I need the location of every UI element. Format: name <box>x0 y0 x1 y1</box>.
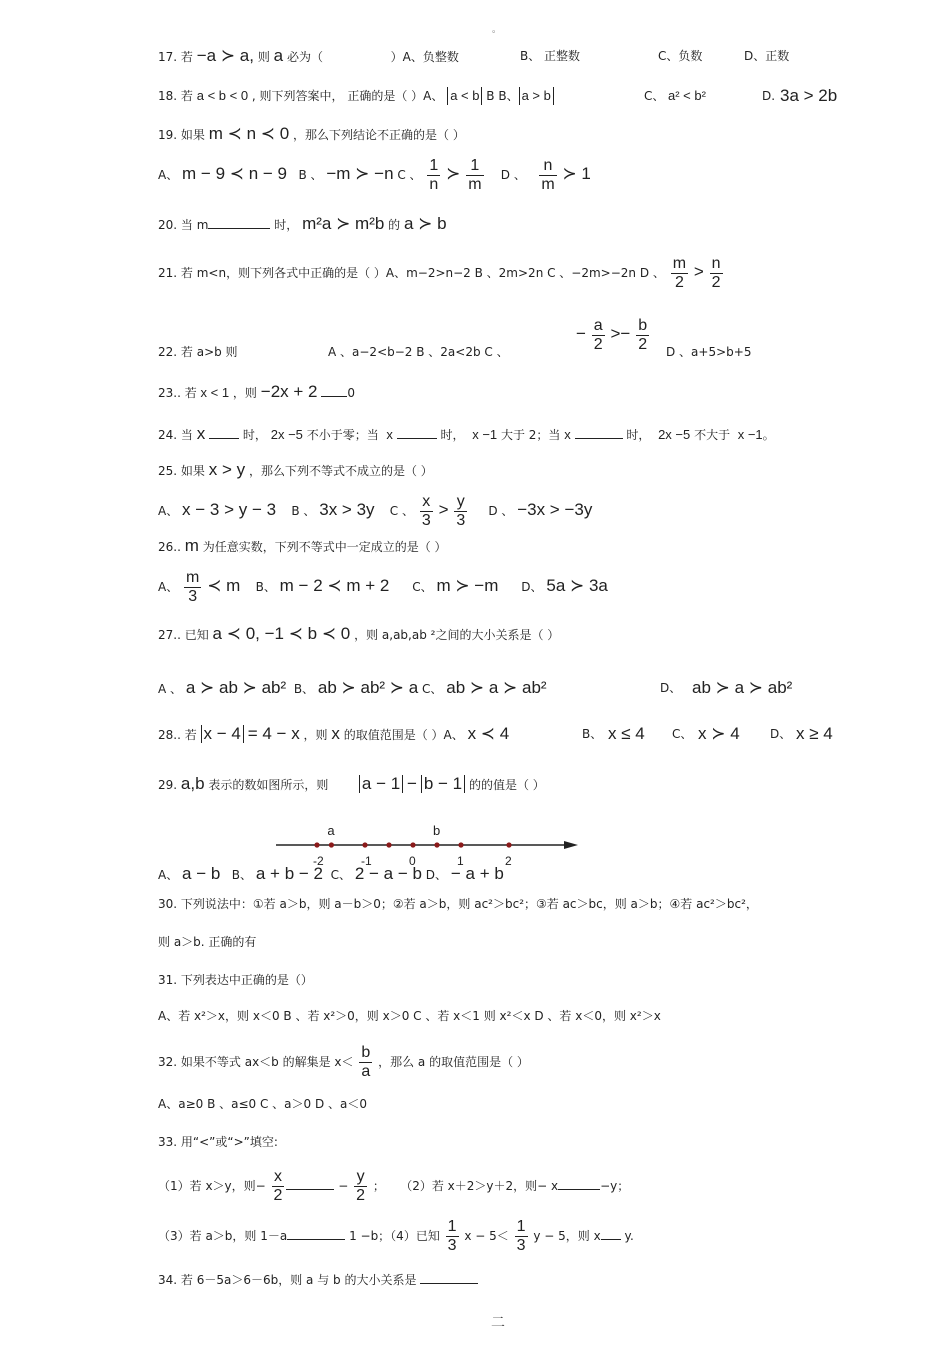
question-21: 21. 若 m<n，则下列各式中正确的是（ ）A、m−2>n−2 B 、2m>2n C 、−2m>−2n D 、 $\frac{m}{2}$ > $\frac{n}{2}$ <box>158 255 721 291</box>
fraction: $\frac{x}{2}$ <box>273 1168 283 1204</box>
question-25: 25. 如果 x > y ，那么下列不等式不成立的是（ ） <box>158 460 433 479</box>
question-28: 28.. 若 x − 4 = 4 − x ，则 x 的取值范围是（ ）A、 x ≺ 4 B、 x ≤ 4 C、 x ≻ 4 D、 x ≥ 4 <box>158 724 833 743</box>
answer-blank[interactable] <box>287 1227 345 1240</box>
answer-blank[interactable] <box>286 1177 334 1190</box>
number-line-tick-label: -1 <box>361 854 372 868</box>
fraction: $\frac{m}{3}$ <box>186 569 200 605</box>
question-32-options: A、a≥0 B 、a≤0 C 、a＞0 D 、a＜0 <box>158 1097 368 1111</box>
question-24: 24. 当 x 时， 2x −5 不小于零；当 x 时， x −1 大于 2；当 x 时， 2x −5 不大于 x −1。 <box>158 424 775 443</box>
number-line-point <box>386 842 391 847</box>
fraction: $\frac{a}{2}$ <box>593 317 603 353</box>
question-22-option-c: − $\frac{a}{2}$ >− $\frac{b}{2}$ <box>576 317 648 353</box>
question-23: 23.. 若 x < 1 ，则 −2x + 2 0 <box>158 382 355 401</box>
question-33-part-3-4: （3）若 a＞b，则 1－a 1 −b；（4）已知 $\frac{1}{3}$ x − 5＜ $\frac{1}{3}$ y − 5，则 x y. <box>158 1218 634 1254</box>
answer-blank[interactable] <box>209 426 239 439</box>
number-line-point <box>410 842 415 847</box>
number-line-point <box>434 842 439 847</box>
question-17: 17. 若 −a ≻ a, 则 a 必为（ ）A、负整数 B、 正整数 C、负数 D、正数 <box>158 46 790 65</box>
answer-blank[interactable] <box>397 426 437 439</box>
number-line-point <box>329 842 334 847</box>
question-19: 19. 如果 m ≺ n ≺ 0 ，那么下列结论不正确的是（ ） <box>158 124 465 143</box>
number-line-tick-label: 1 <box>457 854 464 868</box>
fraction: $\frac{n}{m}$ <box>541 157 555 193</box>
question-34: 34. 若 6－5a＞6－6b，则 a 与 b 的大小关系是 <box>158 1270 478 1290</box>
fraction: $\frac{1}{3}$ <box>516 1218 526 1254</box>
answer-blank[interactable] <box>321 384 347 397</box>
question-18: 18. 若 a < b < 0 , 则下列答案中， 正确的是（ ）A、 a < b B B、 a > b C、 a² < b² D. 3a > 2b <box>158 86 838 105</box>
question-33-title: 33. 用“<”或“>”填空: <box>158 1135 278 1149</box>
answer-blank[interactable] <box>558 1177 600 1190</box>
fraction: $\frac{m}{2}$ <box>672 255 687 291</box>
question-22-option-d: D 、a+5>b+5 <box>666 345 752 359</box>
fraction: $\frac{x}{3}$ <box>421 493 431 529</box>
fraction: $\frac{y}{3}$ <box>456 493 466 529</box>
number-line-point <box>458 842 463 847</box>
fraction: $\frac{1}{n}$ <box>429 157 439 193</box>
point-b-label: b <box>433 823 441 838</box>
answer-blank[interactable] <box>601 1227 621 1240</box>
fraction: $\frac{b}{a}$ <box>361 1044 371 1080</box>
fraction: $\frac{n}{2}$ <box>711 255 721 291</box>
answer-blank[interactable] <box>208 216 270 229</box>
question-26-options: A、 $\frac{m}{3}$ ≺ m B、 m − 2 ≺ m + 2 C、 m ≻ −m D、 5a ≻ 3a <box>158 569 608 605</box>
question-30-line-1: 30. 下列说法中：①若 a＞b，则 a－b＞0；②若 a＞b，则 ac²＞bc²；③若 ac＞bc，则 a＞b；④若 ac²＞bc²， <box>158 897 758 911</box>
question-27-options: A 、 a ≻ ab ≻ ab² B、 ab ≻ ab² ≻ a C、 ab ≻ a ≻ ab² D、 ab ≻ a ≻ ab² <box>158 678 793 697</box>
page-number: 二 <box>491 1315 505 1331</box>
question-26: 26.. m 为任意实数，下列不等式中一定成立的是（ ） <box>158 536 447 555</box>
fraction: $\frac{1}{m}$ <box>468 157 482 193</box>
number-line-tick-label: 0 <box>409 854 416 868</box>
question-33-part-1-2: （1）若 x＞y，则− $\frac{x}{2}$ − $\frac{y}{2}$ ； （2）若 x＋2＞y＋2，则− x −y； <box>158 1168 630 1204</box>
number-line-tick-label: 2 <box>505 854 512 868</box>
answer-blank[interactable] <box>420 1271 478 1284</box>
question-22: 22. 若 a>b 则 <box>158 345 238 359</box>
number-line <box>270 820 590 870</box>
number-line-point <box>362 842 367 847</box>
fraction: $\frac{b}{2}$ <box>638 317 648 353</box>
question-31-line-2: A、若 x²＞x，则 x＜0 B 、若 x²＞0，则 x＞0 C 、若 x＜1 则 x²＜x D 、若 x＜0，则 x²＞x <box>158 1009 661 1023</box>
question-19-options: A、 m − 9 ≺ n − 9 B 、 −m ≻ −n C 、 $\frac{1}{n}$ ≻ $\frac{1}{m}$ D 、 $\frac{n}{m}$ ≻ 1 <box>158 157 591 193</box>
fraction: $\frac{y}{2}$ <box>356 1168 366 1204</box>
top-mark: 。 <box>492 25 502 35</box>
point-a-label: a <box>327 823 335 838</box>
question-29-options: A、 a − b B、 a + b − 2 C、 2 − a − b D、 − a + b <box>158 864 504 883</box>
question-27: 27.. 已知 a ≺ 0, −1 ≺ b ≺ 0 ，则 a,ab,ab ²之间的大小关系是（ ） <box>158 624 560 643</box>
arrow-icon <box>564 841 578 849</box>
question-25-options: A、 x − 3 > y − 3 B 、 3x > 3y C 、 $\frac{x}{3}$ > $\frac{y}{3}$ D 、 −3x > −3y <box>158 493 593 529</box>
number-line-point <box>506 842 511 847</box>
number-line-tick-label: -2 <box>313 854 324 868</box>
question-32: 32. 如果不等式 ax＜b 的解集是 x＜ $\frac{b}{a}$ ，那么 a 的取值范围是（ ） <box>158 1044 529 1080</box>
number-line-point <box>314 842 319 847</box>
question-30-line-2: 则 a＞b. 正确的有 <box>158 935 257 949</box>
answer-blank[interactable] <box>575 426 623 439</box>
question-22-options: A 、a−2<b−2 B 、2a<2b C 、 <box>328 345 509 359</box>
question-29: 29. a,b 表示的数如图所示，则 a − 1 − b − 1 的的值是（ ） <box>158 774 545 793</box>
question-31-line-1: 31. 下列表达中正确的是（） <box>158 973 313 987</box>
question-20: 20. 当 m 时， m²a ≻ m²b 的 a ≻ b <box>158 214 447 233</box>
fraction: $\frac{1}{3}$ <box>447 1218 457 1254</box>
